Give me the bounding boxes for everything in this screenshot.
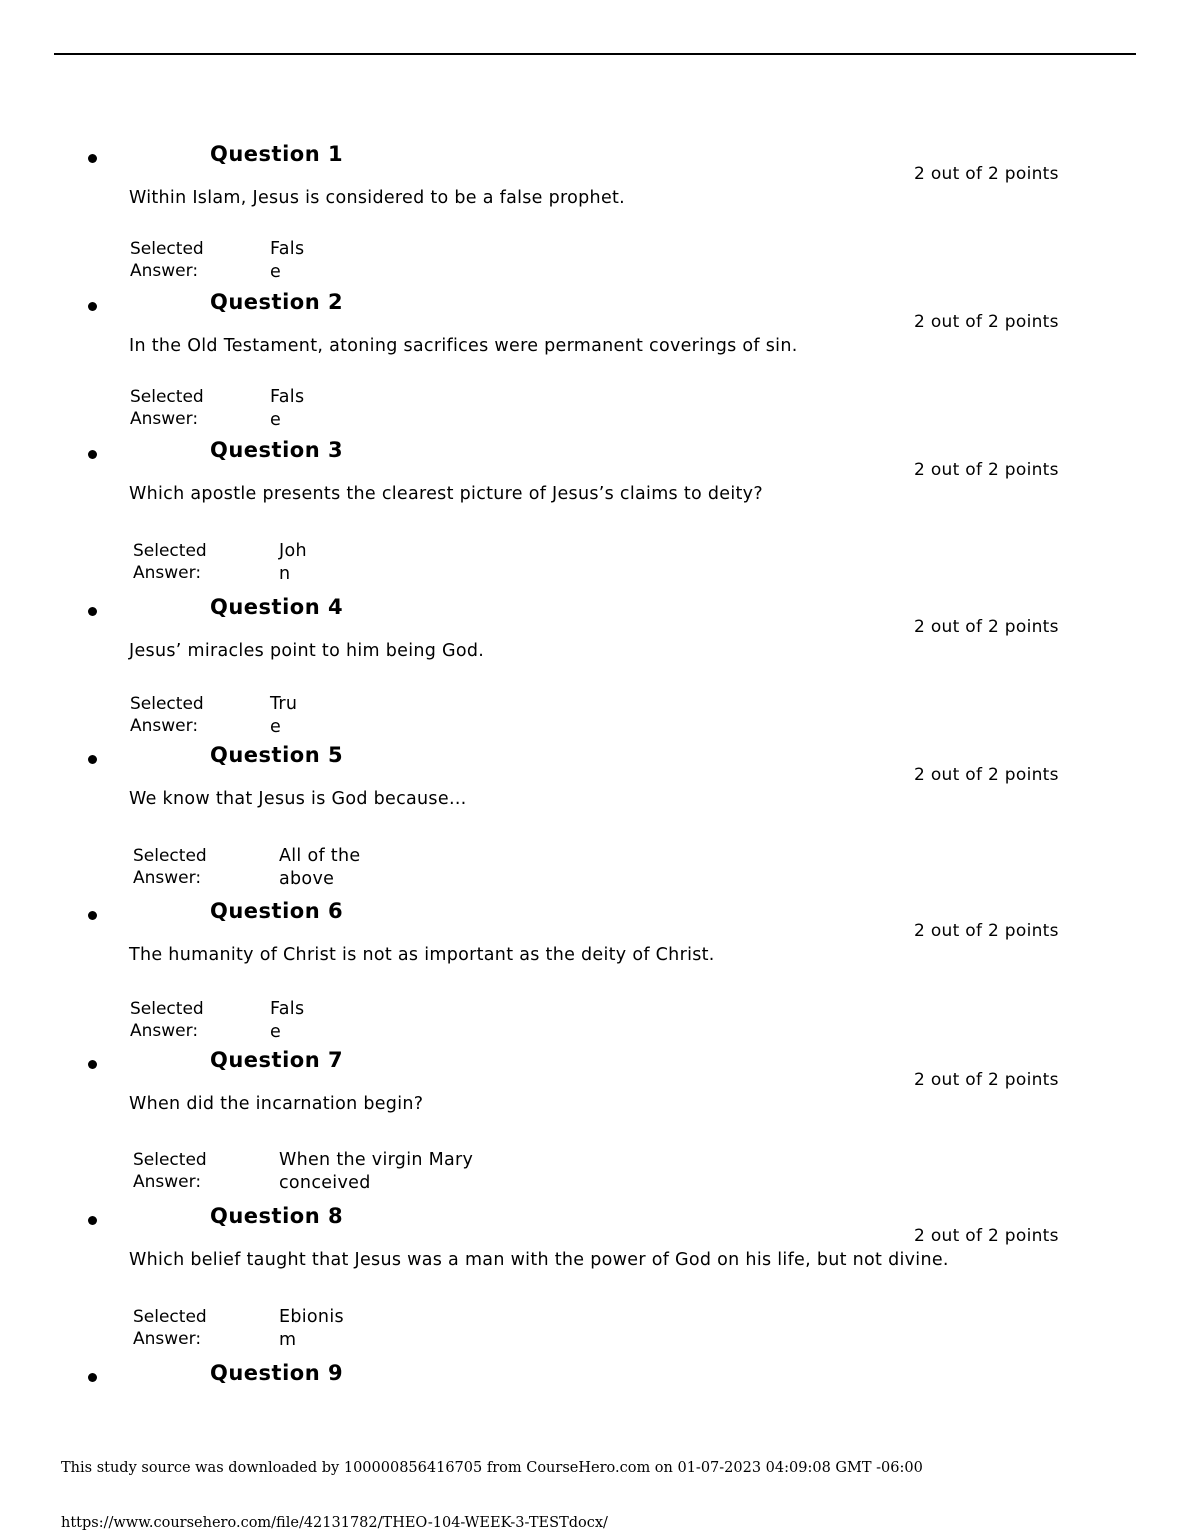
question-text: Which belief taught that Jesus was a man with the power of God on his life, but not divine.: [129, 1250, 949, 1270]
bullet-icon: [88, 755, 97, 764]
bullet-icon: [88, 607, 97, 616]
question-item: [0, 1361, 1190, 1407]
bullet-icon: [88, 1060, 97, 1069]
selected-answer-label: Selected Answer:: [130, 999, 204, 1041]
question-title: Question 9: [210, 1361, 344, 1385]
question-points: 2 out of 2 points: [914, 460, 1059, 480]
question-text: The humanity of Christ is not as important as the deity of Christ.: [129, 945, 715, 965]
source-url: https://www.coursehero.com/file/42131782/THEO-104-WEEK-3-TESTdocx/: [61, 1515, 608, 1531]
question-item: [0, 142, 1190, 298]
selected-answer-value: False: [270, 239, 305, 282]
question-text: Which apostle presents the clearest picture of Jesus’s claims to deity?: [129, 484, 763, 504]
bullet-icon: [88, 450, 97, 459]
question-item: [0, 1204, 1190, 1360]
question-points: 2 out of 2 points: [914, 164, 1059, 184]
selected-answer-label: Selected Answer:: [130, 694, 204, 736]
selected-answer-value: Ebionism: [279, 1307, 344, 1350]
question-points: 2 out of 2 points: [914, 617, 1059, 637]
selected-answer-label: Selected Answer:: [133, 1307, 207, 1349]
question-points: 2 out of 2 points: [914, 921, 1059, 941]
question-title: Question 8: [210, 1204, 344, 1228]
bullet-icon: [88, 154, 97, 163]
question-points: 2 out of 2 points: [914, 765, 1059, 785]
question-item: [0, 1048, 1190, 1204]
bullet-icon: [88, 1373, 97, 1382]
question-item: [0, 438, 1190, 594]
question-text: We know that Jesus is God because…: [129, 789, 467, 809]
selected-answer-value: All of the above: [279, 846, 361, 889]
selected-answer-value: John: [279, 541, 307, 584]
selected-answer-label: Selected Answer:: [133, 846, 207, 888]
question-item: [0, 899, 1190, 1055]
question-item: [0, 290, 1190, 446]
selected-answer-label: Selected Answer:: [133, 1150, 207, 1192]
bullet-icon: [88, 1216, 97, 1225]
question-item: [0, 595, 1190, 751]
selected-answer-label: Selected Answer:: [130, 387, 204, 429]
question-title: Question 7: [210, 1048, 344, 1072]
selected-answer-value: True: [270, 694, 298, 737]
question-title: Question 4: [210, 595, 344, 619]
selected-answer-value: False: [270, 999, 305, 1042]
question-title: Question 3: [210, 438, 344, 462]
question-title: Question 1: [210, 142, 344, 166]
question-text: Within Islam, Jesus is considered to be a false prophet.: [129, 188, 626, 208]
question-text: When did the incarnation begin?: [129, 1094, 424, 1114]
download-source-note: This study source was downloaded by 100000856416705 from CourseHero.com on 01-07-2023 04:09:08 GMT -06:00: [61, 1460, 923, 1476]
top-divider: [54, 53, 1136, 55]
bullet-icon: [88, 911, 97, 920]
selected-answer-value: False: [270, 387, 305, 430]
bullet-icon: [88, 302, 97, 311]
selected-answer-label: Selected Answer:: [133, 541, 207, 583]
selected-answer-label: Selected Answer:: [130, 239, 204, 281]
question-item: [0, 743, 1190, 899]
question-points: 2 out of 2 points: [914, 1226, 1059, 1246]
question-title: Question 5: [210, 743, 344, 767]
question-text: Jesus’ miracles point to him being God.: [129, 641, 485, 661]
question-title: Question 6: [210, 899, 344, 923]
selected-answer-value: When the virgin Mary conceived: [279, 1150, 474, 1193]
question-title: Question 2: [210, 290, 344, 314]
question-text: In the Old Testament, atoning sacrifices were permanent coverings of sin.: [129, 336, 798, 356]
question-points: 2 out of 2 points: [914, 1070, 1059, 1090]
question-points: 2 out of 2 points: [914, 312, 1059, 332]
